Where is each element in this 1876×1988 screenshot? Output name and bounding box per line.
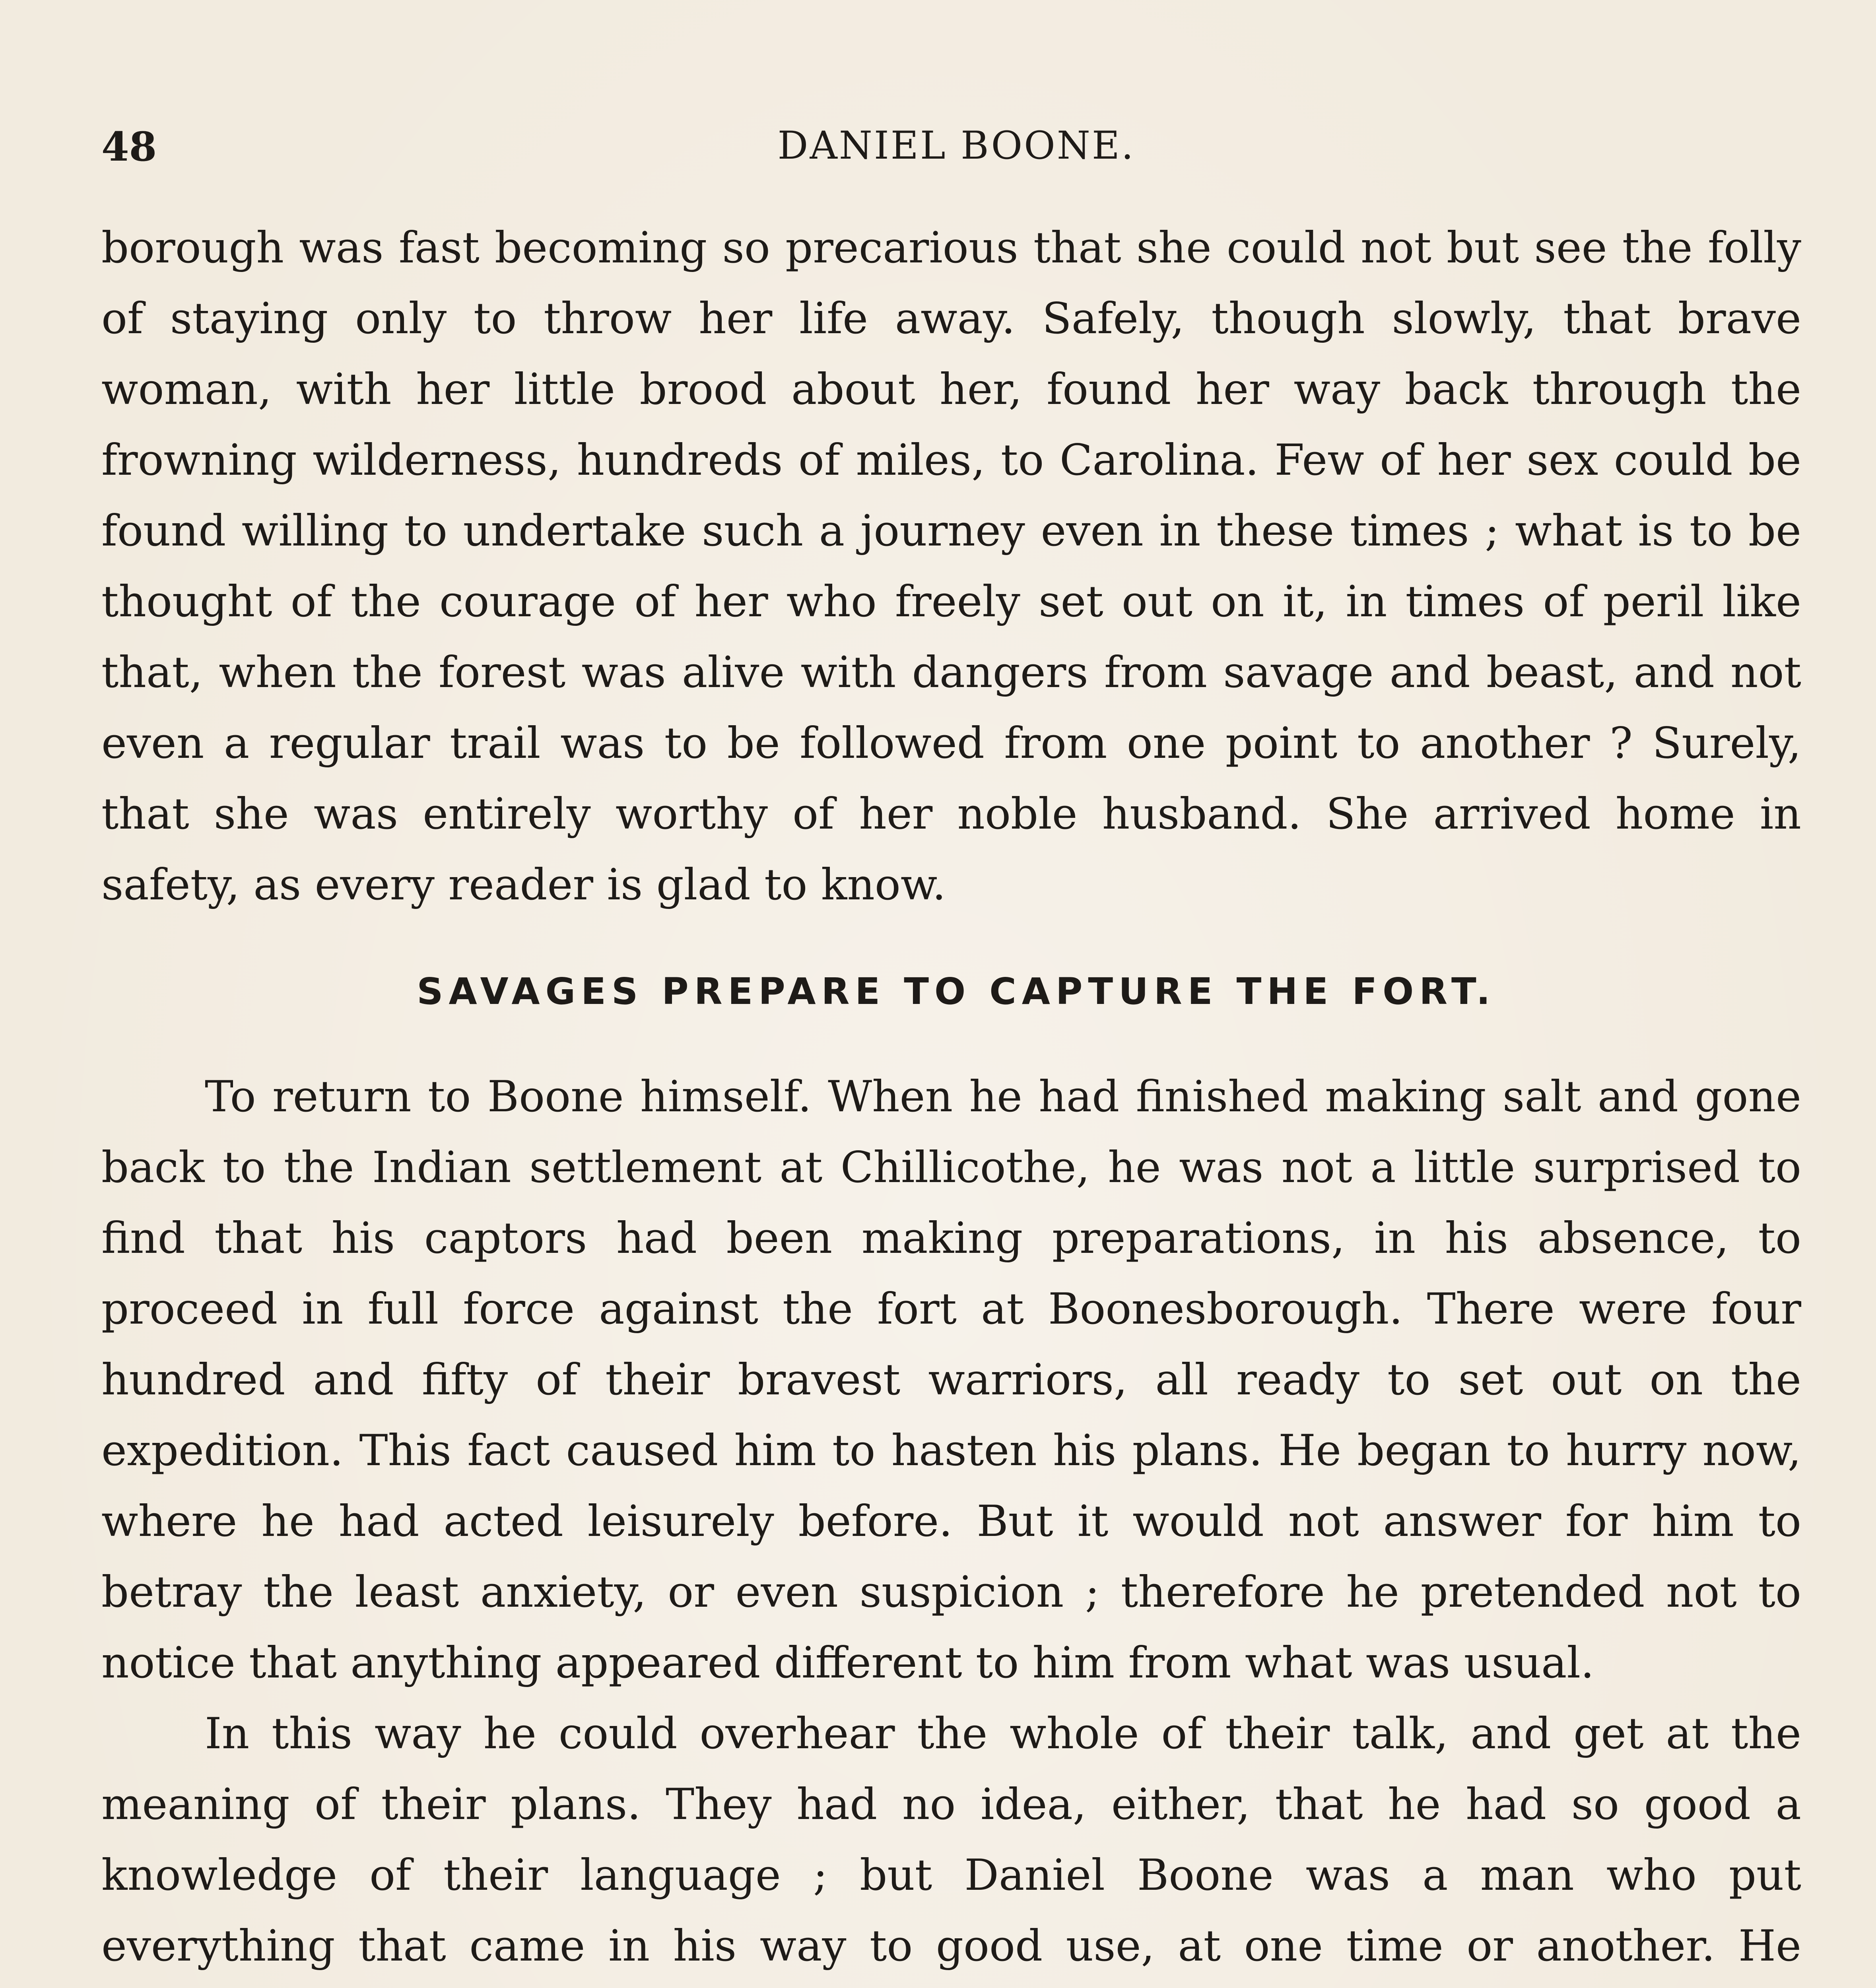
paragraph: In this way he could overhear the whole of their talk, and get at the meaning of their plans. They had no idea, either, that he had so good a knowledge of their language ; but Daniel Boone was a man who put everything that came in his way to good use, at one time or another. He [101, 1709, 1801, 1971]
paragraph: To return to Boone himself. When he had finished making salt and gone back to the Indian settlement at Chillicothe, he was not a little surprised to find that his captors had been making preparations, in his absence, to proceed in full force against the fort at Boonesborough. There were four hundred and fifty of their bravest warriors, all ready to set out on the expedition. This fact caused him to hasten his plans. He began to hurry now, where he had acted leisurely before. But it would not answer for him to betray the least anxiety, or even suspicion ; therefore he pretended not to notice that anything appeared different to him from what was usual. [101, 1072, 1801, 1688]
page-number: 48 [101, 123, 157, 170]
paragraph: borough was fast becoming so precarious that she could not but see the folly of staying only to throw her life away. Safely, though slowly, that brave woman, with her little brood about her, found her way back through the frowning wilderness, hundreds of miles, to Carolina. Few of her sex could be found willing to undertake such a journey even in these times ; what is to be thought of the courage of her who freely set out on it, in times of peril like that, when the forest was alive with dangers from savage and beast, and not even a regular trail was to be followed from one point to another ? Surely, that she was entirely worthy of her noble husband. She arrived home in safety, as every reader is glad to know. [101, 223, 1801, 910]
running-title: DANIEL BOONE. [777, 123, 1135, 168]
section-heading: SAVAGES PREPARE TO CAPTURE THE FORT. [417, 970, 1496, 1013]
body-text-bottom [101, 1062, 1801, 1988]
page-header [101, 123, 1811, 179]
body-text-top [101, 213, 1801, 920]
